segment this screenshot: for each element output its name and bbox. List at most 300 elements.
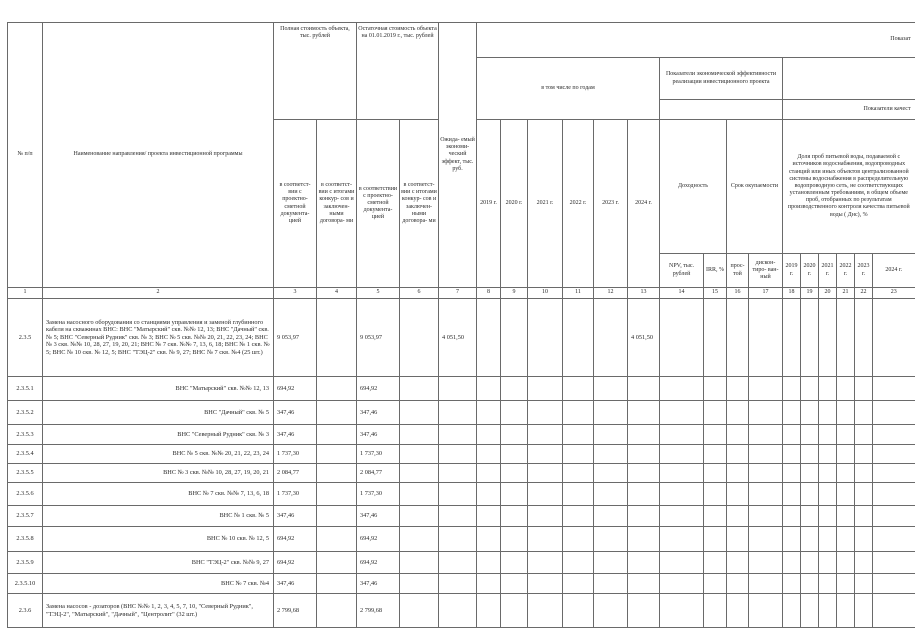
- empty-cell: [704, 377, 727, 401]
- empty-cell: [704, 552, 727, 574]
- year-2024-value: [628, 527, 660, 552]
- empty-cell: [528, 506, 563, 527]
- empty-cell: [528, 527, 563, 552]
- empty-cell: [501, 594, 528, 628]
- year-2024-value: [628, 552, 660, 574]
- empty-cell: [727, 464, 749, 483]
- empty-cell: [477, 506, 501, 527]
- empty-cell: [317, 401, 357, 425]
- empty-cell: [855, 425, 873, 445]
- empty-cell: [819, 401, 837, 425]
- full-cost-design-value: 347,46: [274, 574, 317, 594]
- column-number: 15: [704, 288, 727, 299]
- empty-cell: [801, 299, 819, 377]
- empty-cell: [400, 552, 439, 574]
- header-by-years: в том числе по годам: [477, 58, 660, 120]
- empty-cell: [501, 527, 528, 552]
- empty-cell: [873, 527, 915, 552]
- residual-design-value: 1 737,30: [357, 483, 400, 506]
- empty-cell: [477, 401, 501, 425]
- empty-cell: [594, 552, 628, 574]
- empty-cell: [749, 506, 783, 527]
- year-2024-value: [628, 464, 660, 483]
- empty-cell: [528, 299, 563, 377]
- residual-design-value: 694,92: [357, 377, 400, 401]
- empty-cell: [783, 527, 801, 552]
- empty-cell: [749, 425, 783, 445]
- empty-cell: [837, 527, 855, 552]
- empty-cell: [400, 483, 439, 506]
- empty-cell: [563, 377, 594, 401]
- empty-cell: [477, 425, 501, 445]
- empty-cell: [528, 594, 563, 628]
- row-name: ВНС № 3 скв. №№ 10, 28, 27, 19, 20, 21: [43, 464, 274, 483]
- column-number: 23: [873, 288, 915, 299]
- empty-cell: [873, 377, 915, 401]
- empty-cell: [528, 401, 563, 425]
- empty-cell: [819, 506, 837, 527]
- empty-cell: [660, 445, 704, 464]
- empty-cell: [837, 377, 855, 401]
- empty-cell: [477, 594, 501, 628]
- empty-cell: [704, 483, 727, 506]
- empty-cell: [501, 401, 528, 425]
- year-2024-value: [628, 425, 660, 445]
- year-2024-value: 4 051,50: [628, 299, 660, 377]
- row-number: 2.3.5.8: [8, 527, 43, 552]
- empty-cell: [727, 401, 749, 425]
- empty-cell: [563, 425, 594, 445]
- year-2024-value: [628, 594, 660, 628]
- year-2024-value: [628, 574, 660, 594]
- header-water-share: Доля проб питьевой воды, подаваемой с источников водоснабжения, водопроводных станций или иных объектов централизованной системы водоснабжения в распределительную водопроводную сеть, не соответствующих установленным требованиям, в общем объеме проб, отобранных по результатам производственного контроля качества питьевой воды ( Днс), %: [783, 120, 915, 254]
- header-residual-cost: Остаточная стоимость объекта на 01.01.2019 г., тыс. рублей: [357, 23, 439, 120]
- column-number: 18: [783, 288, 801, 299]
- expected-effect-value: [439, 377, 477, 401]
- row-name: ВНС № 1 скв. № 5: [43, 506, 274, 527]
- header-year-2019: 2019 г.: [477, 120, 501, 288]
- empty-cell: [704, 299, 727, 377]
- empty-cell: [400, 401, 439, 425]
- header-year-2021: 2021 г.: [528, 120, 563, 288]
- row-number: 2.3.5.7: [8, 506, 43, 527]
- empty-cell: [660, 377, 704, 401]
- empty-cell: [660, 464, 704, 483]
- full-cost-design-value: 694,92: [274, 552, 317, 574]
- empty-cell: [873, 464, 915, 483]
- full-cost-design-value: 694,92: [274, 527, 317, 552]
- empty-cell: [855, 401, 873, 425]
- investment-program-table: [7, 22, 915, 628]
- empty-cell: [528, 377, 563, 401]
- empty-cell: [727, 299, 749, 377]
- empty-cell: [477, 552, 501, 574]
- row-number: 2.3.5.4: [8, 445, 43, 464]
- empty-cell: [400, 506, 439, 527]
- empty-cell: [801, 425, 819, 445]
- empty-cell: [400, 377, 439, 401]
- residual-design-value: 2 799,68: [357, 594, 400, 628]
- year-2024-value: [628, 483, 660, 506]
- empty-cell: [501, 552, 528, 574]
- empty-cell: [801, 464, 819, 483]
- year-2024-value: [628, 506, 660, 527]
- empty-cell: [727, 483, 749, 506]
- header-payback: Срок окупаемости: [727, 120, 783, 254]
- residual-design-value: 2 084,77: [357, 464, 400, 483]
- empty-cell: [727, 552, 749, 574]
- empty-cell: [660, 483, 704, 506]
- full-cost-design-value: 347,46: [274, 425, 317, 445]
- empty-cell: [477, 527, 501, 552]
- table-row: [8, 552, 915, 574]
- header-npv: NPV, тыс. рублей: [660, 254, 704, 288]
- empty-cell: [749, 483, 783, 506]
- empty-cell: [783, 377, 801, 401]
- table-row: [8, 401, 915, 425]
- residual-design-value: 694,92: [357, 552, 400, 574]
- empty-cell: [873, 401, 915, 425]
- empty-cell: [837, 401, 855, 425]
- empty-cell: [594, 445, 628, 464]
- header-q-2021: 2021 г.: [819, 254, 837, 288]
- empty-cell: [819, 483, 837, 506]
- empty-cell: [317, 483, 357, 506]
- full-cost-design-value: 2 084,77: [274, 464, 317, 483]
- row-number: 2.3.5.3: [8, 425, 43, 445]
- expected-effect-value: [439, 506, 477, 527]
- header-econ-efficiency: Показатели экономической эффективности реализации инвестиционного проекта: [660, 58, 783, 100]
- header-q-2022: 2022 г.: [837, 254, 855, 288]
- empty-cell: [819, 464, 837, 483]
- full-cost-design-value: 9 053,97: [274, 299, 317, 377]
- empty-cell: [317, 527, 357, 552]
- empty-cell: [660, 425, 704, 445]
- empty-cell: [400, 594, 439, 628]
- row-name: ВНС № 7 скв. №№ 7, 13, 6, 18: [43, 483, 274, 506]
- empty-cell: [873, 445, 915, 464]
- empty-cell: [317, 464, 357, 483]
- full-cost-design-value: 1 737,30: [274, 445, 317, 464]
- empty-cell: [855, 594, 873, 628]
- empty-cell: [801, 401, 819, 425]
- empty-cell: [317, 445, 357, 464]
- year-2024-value: [628, 445, 660, 464]
- empty-cell: [855, 299, 873, 377]
- header-q-2024: 2024 г.: [873, 254, 915, 288]
- empty-cell: [477, 464, 501, 483]
- empty-cell: [783, 483, 801, 506]
- empty-cell: [819, 425, 837, 445]
- empty-cell: [594, 299, 628, 377]
- full-cost-design-value: 2 799,68: [274, 594, 317, 628]
- header-no: № п/п: [8, 23, 43, 288]
- empty-cell: [819, 445, 837, 464]
- full-cost-design-value: 347,46: [274, 401, 317, 425]
- empty-cell: [783, 506, 801, 527]
- empty-cell: [594, 574, 628, 594]
- empty-cell: [704, 425, 727, 445]
- empty-cell: [704, 445, 727, 464]
- empty-cell: [749, 574, 783, 594]
- empty-cell: [727, 425, 749, 445]
- empty-cell: [477, 445, 501, 464]
- empty-cell: [704, 464, 727, 483]
- empty-cell: [783, 552, 801, 574]
- empty-cell: [819, 594, 837, 628]
- empty-cell: [563, 552, 594, 574]
- empty-cell: [660, 594, 704, 628]
- empty-cell: [477, 299, 501, 377]
- table-row: [8, 377, 915, 401]
- empty-cell: [801, 445, 819, 464]
- empty-cell: [563, 574, 594, 594]
- expected-effect-value: [439, 594, 477, 628]
- row-number: 2.3.5.9: [8, 552, 43, 574]
- expected-effect-value: [439, 464, 477, 483]
- empty-cell: [528, 483, 563, 506]
- header-year-2020: 2020 г.: [501, 120, 528, 288]
- empty-cell: [801, 527, 819, 552]
- column-number: 17: [749, 288, 783, 299]
- empty-cell: [660, 527, 704, 552]
- column-number: 20: [819, 288, 837, 299]
- row-name: ВНС "Северный Рудник" скв. № 3: [43, 425, 274, 445]
- column-number: 3: [274, 288, 317, 299]
- empty-cell: [801, 506, 819, 527]
- empty-cell: [501, 425, 528, 445]
- table-row: [8, 445, 915, 464]
- empty-cell: [528, 464, 563, 483]
- empty-cell: [783, 594, 801, 628]
- empty-cell: [749, 299, 783, 377]
- residual-design-value: 347,46: [357, 506, 400, 527]
- expected-effect-value: [439, 483, 477, 506]
- empty-cell: [400, 425, 439, 445]
- column-number: 2: [43, 288, 274, 299]
- empty-cell: [749, 401, 783, 425]
- column-number: 8: [477, 288, 501, 299]
- empty-cell: [400, 445, 439, 464]
- empty-cell: [501, 483, 528, 506]
- empty-cell: [727, 377, 749, 401]
- empty-cell: [317, 377, 357, 401]
- column-number: 11: [563, 288, 594, 299]
- empty-cell: [594, 483, 628, 506]
- row-number: 2.3.5.2: [8, 401, 43, 425]
- empty-cell: [594, 425, 628, 445]
- empty-cell: [317, 425, 357, 445]
- empty-cell: [704, 574, 727, 594]
- empty-cell: [819, 574, 837, 594]
- empty-cell: [837, 464, 855, 483]
- empty-cell: [819, 377, 837, 401]
- row-name: ВНС "ТЭЦ-2" скв. №№ 9, 27: [43, 552, 274, 574]
- empty-cell: [400, 299, 439, 377]
- year-2024-value: [628, 401, 660, 425]
- empty-cell: [563, 401, 594, 425]
- empty-cell: [563, 527, 594, 552]
- empty-cell: [704, 506, 727, 527]
- column-number: 1: [8, 288, 43, 299]
- empty-cell: [660, 401, 704, 425]
- empty-cell: [819, 552, 837, 574]
- year-2024-value: [628, 377, 660, 401]
- empty-cell: [594, 464, 628, 483]
- empty-cell: [563, 594, 594, 628]
- empty-cell: [660, 506, 704, 527]
- empty-cell: [749, 377, 783, 401]
- header-full-cost-design: в соответст- вии с проектно- сметной документа- цией: [274, 120, 317, 288]
- empty-cell: [528, 574, 563, 594]
- empty-cell: [727, 506, 749, 527]
- empty-cell: [400, 574, 439, 594]
- empty-cell: [873, 483, 915, 506]
- table-row: [8, 594, 915, 628]
- column-number: 22: [855, 288, 873, 299]
- empty-cell: [801, 552, 819, 574]
- table-row: [8, 425, 915, 445]
- empty-cell: [594, 401, 628, 425]
- row-name: ВНС "Дачный" скв. № 5: [43, 401, 274, 425]
- empty-cell: [528, 552, 563, 574]
- row-name: ВНС "Матырский" скв. №№ 12, 13: [43, 377, 274, 401]
- empty-cell: [837, 506, 855, 527]
- empty-cell: [317, 506, 357, 527]
- empty-cell: [873, 552, 915, 574]
- empty-cell: [855, 552, 873, 574]
- header-discounted: дискон- тиро- ван- ный: [749, 254, 783, 288]
- empty-cell: [783, 464, 801, 483]
- residual-design-value: 9 053,97: [357, 299, 400, 377]
- empty-cell: [594, 594, 628, 628]
- row-name: Замена насосного оборудования со станциями управления и заменой глубинного кабеля на скважинах ВНС: ВНС "Матырский" скв. №№ 12, 13; ВНС "Дачный" скв. № 5; ВНС "Северный Рудник" скв. № 3; ВНС № 5 скв. №№ 20, 21, 22, 23, 24; ВНС № 3 скв. №№ 10, 28, 27, 19, 20, 21; ВНС № 7 скв. №№ 7, 13, 6, 18; ВНС № 1 скв. № 5; ВНС № 10 скв. № 12, 5; ВНС "ТЭЦ-2" скв. № 9, 27; ВНС № 7 скв. №4 (25 шт.): [43, 299, 274, 377]
- table-row: [8, 464, 915, 483]
- empty-cell: [594, 506, 628, 527]
- empty-cell: [837, 425, 855, 445]
- empty-cell: [660, 552, 704, 574]
- column-number: 19: [801, 288, 819, 299]
- column-number: 9: [501, 288, 528, 299]
- empty-cell: [501, 445, 528, 464]
- empty-cell: [855, 377, 873, 401]
- empty-cell: [837, 483, 855, 506]
- column-number: 7: [439, 288, 477, 299]
- residual-design-value: 694,92: [357, 527, 400, 552]
- empty-cell: [400, 464, 439, 483]
- empty-cell: [837, 445, 855, 464]
- empty-cell: [873, 506, 915, 527]
- empty-cell: [783, 401, 801, 425]
- row-number: 2.3.5.10: [8, 574, 43, 594]
- empty-cell: [660, 574, 704, 594]
- residual-design-value: 347,46: [357, 425, 400, 445]
- row-number: 2.3.5.5: [8, 464, 43, 483]
- empty-cell: [855, 527, 873, 552]
- empty-cell: [801, 483, 819, 506]
- row-number: 2.3.6: [8, 594, 43, 628]
- empty-cell: [477, 483, 501, 506]
- empty-cell: [704, 527, 727, 552]
- row-name: ВНС № 7 скв. №4: [43, 574, 274, 594]
- expected-effect-value: 4 051,50: [439, 299, 477, 377]
- table-row: [8, 506, 915, 527]
- empty-cell: [873, 299, 915, 377]
- column-number: 10: [528, 288, 563, 299]
- row-name: ВНС № 10 скв. № 12, 5: [43, 527, 274, 552]
- empty-cell: [783, 574, 801, 594]
- header-year-2024: 2024 г.: [628, 120, 660, 288]
- empty-cell: [855, 506, 873, 527]
- table-row: [8, 483, 915, 506]
- empty-cell: [819, 527, 837, 552]
- row-number: 2.3.5.6: [8, 483, 43, 506]
- empty-cell: [501, 464, 528, 483]
- empty-cell: [819, 299, 837, 377]
- full-cost-design-value: 1 737,30: [274, 483, 317, 506]
- empty-cell: [749, 552, 783, 574]
- header-year-2023: 2023 г.: [594, 120, 628, 288]
- empty-cell: [563, 464, 594, 483]
- expected-effect-value: [439, 445, 477, 464]
- table-row: [8, 574, 915, 594]
- empty-cell: [837, 552, 855, 574]
- table-row: [8, 527, 915, 552]
- column-number: 14: [660, 288, 704, 299]
- header-indicators: Показат: [477, 23, 915, 58]
- empty-cell: [528, 425, 563, 445]
- empty-cell: [704, 594, 727, 628]
- column-number: 13: [628, 288, 660, 299]
- residual-design-value: 1 737,30: [357, 445, 400, 464]
- header-q-2019: 2019 г.: [783, 254, 801, 288]
- empty-cell: [501, 574, 528, 594]
- empty-cell: [783, 299, 801, 377]
- empty-cell: [317, 299, 357, 377]
- empty-cell: [855, 574, 873, 594]
- residual-design-value: 347,46: [357, 401, 400, 425]
- header-residual-design: в соответствии с проектно- сметной документа- цией: [357, 120, 400, 288]
- column-number-row: [8, 288, 915, 299]
- empty-cell: [563, 506, 594, 527]
- expected-effect-value: [439, 552, 477, 574]
- empty-cell: [837, 574, 855, 594]
- empty-cell: [783, 425, 801, 445]
- empty-cell: [477, 574, 501, 594]
- header-simple: прос- той: [727, 254, 749, 288]
- empty-cell: [873, 425, 915, 445]
- column-number: 6: [400, 288, 439, 299]
- header-residual-contract: в соответст- вии с итогами конкур- сов и заключен- ными договора- ми: [400, 120, 439, 288]
- row-number: 2.3.5: [8, 299, 43, 377]
- full-cost-design-value: 347,46: [274, 506, 317, 527]
- empty-cell: [501, 299, 528, 377]
- header-q-2023: 2023 г.: [855, 254, 873, 288]
- empty-cell: [727, 527, 749, 552]
- row-name: ВНС № 5 скв. №№ 20, 21, 22, 23, 24: [43, 445, 274, 464]
- empty-cell: [317, 594, 357, 628]
- empty-cell: [801, 377, 819, 401]
- empty-cell: [727, 445, 749, 464]
- empty-cell: [855, 483, 873, 506]
- header-expected-effect: Ожида- емый экономи- ческий эффект, тыс. руб.: [439, 23, 477, 288]
- empty-cell: [727, 594, 749, 628]
- empty-cell: [594, 527, 628, 552]
- column-number: 16: [727, 288, 749, 299]
- residual-design-value: 347,46: [357, 574, 400, 594]
- header-name: Наименование направления/ проекта инвестиционной программы: [43, 23, 274, 288]
- header-irr: IRR, %: [704, 254, 727, 288]
